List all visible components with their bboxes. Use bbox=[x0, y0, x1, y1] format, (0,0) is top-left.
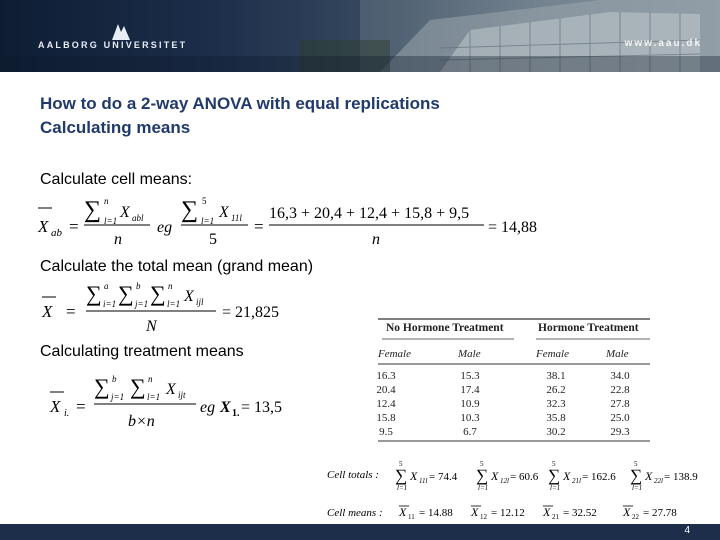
cell-mean-formula bbox=[36, 192, 556, 257]
cell-total-value: = 74.4 bbox=[429, 471, 458, 483]
svg-text:=: = bbox=[254, 217, 264, 236]
cell-mean-value: = 27.78 bbox=[643, 507, 677, 519]
svg-text:X: X bbox=[543, 505, 551, 519]
cell-summary bbox=[325, 456, 715, 529]
cell-means-label: Cell means : bbox=[327, 507, 383, 519]
svg-text:n: n bbox=[372, 231, 380, 248]
cell-total-22 bbox=[630, 460, 698, 492]
svg-text:=: = bbox=[69, 217, 79, 236]
svg-text:X: X bbox=[184, 288, 194, 305]
university-name: AALBORG UNIVERSITET bbox=[38, 40, 188, 50]
svg-text:∑: ∑ bbox=[118, 281, 134, 306]
table-cell: 17.4 bbox=[460, 384, 480, 396]
cell-total-12 bbox=[476, 460, 539, 492]
university-logo-icon bbox=[108, 20, 134, 42]
svg-text:22l: 22l bbox=[654, 477, 663, 485]
svg-text:11: 11 bbox=[408, 513, 415, 521]
svg-text:∑: ∑ bbox=[395, 466, 408, 485]
cell-total-value: = 162.6 bbox=[582, 471, 616, 483]
svg-text:i=1: i=1 bbox=[103, 299, 117, 309]
cell-mean-value: = 12.12 bbox=[491, 507, 525, 519]
svg-text:X: X bbox=[645, 469, 653, 483]
slide-title bbox=[40, 92, 440, 140]
cell-total-value: = 138.9 bbox=[664, 471, 698, 483]
cell-total-21 bbox=[548, 460, 616, 492]
step-cell-means-label: Calculate cell means: bbox=[40, 171, 193, 188]
data-table bbox=[378, 318, 650, 448]
svg-text:j=1: j=1 bbox=[135, 299, 149, 309]
cell-mean-value: = 32.52 bbox=[563, 507, 597, 519]
cell-total-value: = 60.6 bbox=[510, 471, 539, 483]
svg-text:21: 21 bbox=[552, 513, 559, 521]
table-cell: 38.1 bbox=[546, 370, 566, 382]
svg-text:1.: 1. bbox=[232, 408, 240, 419]
svg-text:12: 12 bbox=[480, 513, 487, 521]
svg-text:l=1: l=1 bbox=[167, 299, 181, 309]
svg-text:n: n bbox=[168, 281, 173, 291]
svg-text:l=1: l=1 bbox=[632, 484, 643, 492]
svg-text:X: X bbox=[471, 505, 479, 519]
svg-text:X: X bbox=[220, 399, 231, 416]
table-cell: 20.4 bbox=[376, 384, 396, 396]
cell-mean-numerator: 16,3 + 20,4 + 12,4 + 15,8 + 9,5 bbox=[269, 205, 470, 222]
svg-text:22: 22 bbox=[632, 513, 639, 521]
cell-mean-value: = 14.88 bbox=[419, 507, 453, 519]
table-cell: 26.2 bbox=[546, 384, 566, 396]
svg-text:l=1: l=1 bbox=[550, 484, 561, 492]
cell-mean-12 bbox=[470, 505, 525, 521]
col-header-female-1: Female bbox=[378, 348, 411, 360]
svg-text:X: X bbox=[399, 505, 407, 519]
cell-mean-21 bbox=[542, 505, 597, 521]
svg-text:eg: eg bbox=[200, 399, 216, 416]
step-treatment-means-label: Calculating treatment means bbox=[40, 343, 244, 360]
svg-text:l=1: l=1 bbox=[104, 216, 118, 226]
svg-text:l=1: l=1 bbox=[397, 484, 408, 492]
svg-text:21l: 21l bbox=[572, 477, 581, 485]
treatment-mean-result: = 13,5 bbox=[241, 399, 283, 416]
page-number: 4 bbox=[684, 525, 690, 536]
cell-total-11 bbox=[395, 460, 458, 492]
eg-word: eg bbox=[157, 219, 173, 236]
svg-text:∑: ∑ bbox=[181, 197, 199, 223]
website-url: www.aau.dk bbox=[624, 38, 702, 49]
svg-text:N: N bbox=[146, 318, 157, 335]
svg-text:∑: ∑ bbox=[86, 281, 102, 306]
step-grand-mean-label: Calculate the total mean (grand mean) bbox=[40, 258, 314, 275]
svg-text:∑: ∑ bbox=[130, 374, 146, 399]
table-cell: 25.0 bbox=[610, 412, 630, 424]
table-cell: 15.8 bbox=[376, 412, 396, 424]
svg-text:ijl: ijl bbox=[196, 297, 204, 307]
col-header-female-2: Female bbox=[536, 348, 569, 360]
table-cell: 34.0 bbox=[610, 370, 630, 382]
svg-text:l=1: l=1 bbox=[478, 484, 489, 492]
svg-text:5: 5 bbox=[202, 196, 207, 206]
grand-mean-formula bbox=[36, 279, 316, 342]
table-cell: 10.3 bbox=[460, 412, 480, 424]
cell-mean-11 bbox=[398, 505, 453, 521]
table-cell: 35.8 bbox=[546, 412, 566, 424]
svg-text:12l: 12l bbox=[500, 477, 509, 485]
svg-text:l=1: l=1 bbox=[147, 392, 161, 402]
svg-text:ab: ab bbox=[51, 227, 62, 239]
svg-text:n: n bbox=[104, 196, 109, 206]
table-cell: 16.3 bbox=[376, 370, 396, 382]
table-cell: 29.3 bbox=[610, 426, 630, 438]
svg-text:=: = bbox=[76, 397, 86, 416]
footer-bar bbox=[0, 524, 720, 540]
treatment-mean-formula bbox=[44, 370, 304, 437]
svg-text:∑: ∑ bbox=[150, 281, 166, 306]
table-cell: 27.8 bbox=[610, 398, 630, 410]
table-cell: 9.5 bbox=[379, 426, 393, 438]
svg-text:i.: i. bbox=[64, 408, 70, 419]
svg-text:X: X bbox=[38, 217, 49, 236]
svg-text:X: X bbox=[219, 204, 229, 221]
svg-text:5: 5 bbox=[209, 231, 217, 248]
svg-text:11l: 11l bbox=[419, 477, 428, 485]
table-cell: 6.7 bbox=[463, 426, 477, 438]
table-cell: 22.8 bbox=[610, 384, 630, 396]
svg-text:∑: ∑ bbox=[476, 466, 489, 485]
header-banner bbox=[0, 0, 720, 72]
col-header-male-1: Male bbox=[458, 348, 481, 360]
group-header-no-hormone: No Hormone Treatment bbox=[386, 322, 504, 334]
svg-text:ijt: ijt bbox=[178, 390, 186, 400]
svg-text:X: X bbox=[410, 469, 418, 483]
svg-text:n: n bbox=[114, 231, 122, 248]
table-cell: 30.2 bbox=[546, 426, 566, 438]
svg-text:b: b bbox=[112, 374, 117, 384]
table-cell: 32.3 bbox=[546, 398, 566, 410]
group-header-hormone: Hormone Treatment bbox=[538, 322, 639, 334]
title-line-1: How to do a 2-way ANOVA with equal replications bbox=[40, 94, 440, 113]
table-cell: 12.4 bbox=[376, 398, 396, 410]
svg-text:b: b bbox=[136, 281, 141, 291]
svg-text:5: 5 bbox=[480, 460, 484, 468]
cell-totals-label: Cell totals : bbox=[327, 469, 379, 481]
svg-text:11l: 11l bbox=[231, 213, 242, 223]
svg-text:b×n: b×n bbox=[128, 413, 155, 430]
svg-text:5: 5 bbox=[634, 460, 638, 468]
svg-text:j=1: j=1 bbox=[111, 392, 125, 402]
svg-text:∑: ∑ bbox=[630, 466, 643, 485]
svg-text:X: X bbox=[50, 397, 61, 416]
table-cell: 15.3 bbox=[460, 370, 480, 382]
svg-text:X: X bbox=[563, 469, 571, 483]
cell-mean-22 bbox=[622, 505, 677, 521]
title-line-2: Calculating means bbox=[40, 118, 191, 137]
svg-text:X: X bbox=[491, 469, 499, 483]
grand-mean-result: = 21,825 bbox=[222, 304, 280, 321]
svg-text:a: a bbox=[104, 281, 109, 291]
svg-text:n: n bbox=[148, 374, 153, 384]
svg-text:X: X bbox=[42, 302, 53, 321]
svg-text:∑: ∑ bbox=[84, 197, 102, 223]
svg-text:∑: ∑ bbox=[548, 466, 561, 485]
svg-text:5: 5 bbox=[552, 460, 556, 468]
svg-text:=: = bbox=[66, 302, 76, 321]
svg-text:∑: ∑ bbox=[94, 374, 110, 399]
svg-text:abl: abl bbox=[132, 213, 144, 223]
table-cell: 10.9 bbox=[460, 398, 480, 410]
svg-text:l=1: l=1 bbox=[201, 216, 215, 226]
svg-text:X: X bbox=[166, 381, 176, 398]
cell-mean-result: = 14,88 bbox=[488, 219, 538, 236]
svg-text:5: 5 bbox=[399, 460, 403, 468]
svg-text:X: X bbox=[623, 505, 631, 519]
col-header-male-2: Male bbox=[606, 348, 629, 360]
svg-text:X: X bbox=[120, 204, 130, 221]
